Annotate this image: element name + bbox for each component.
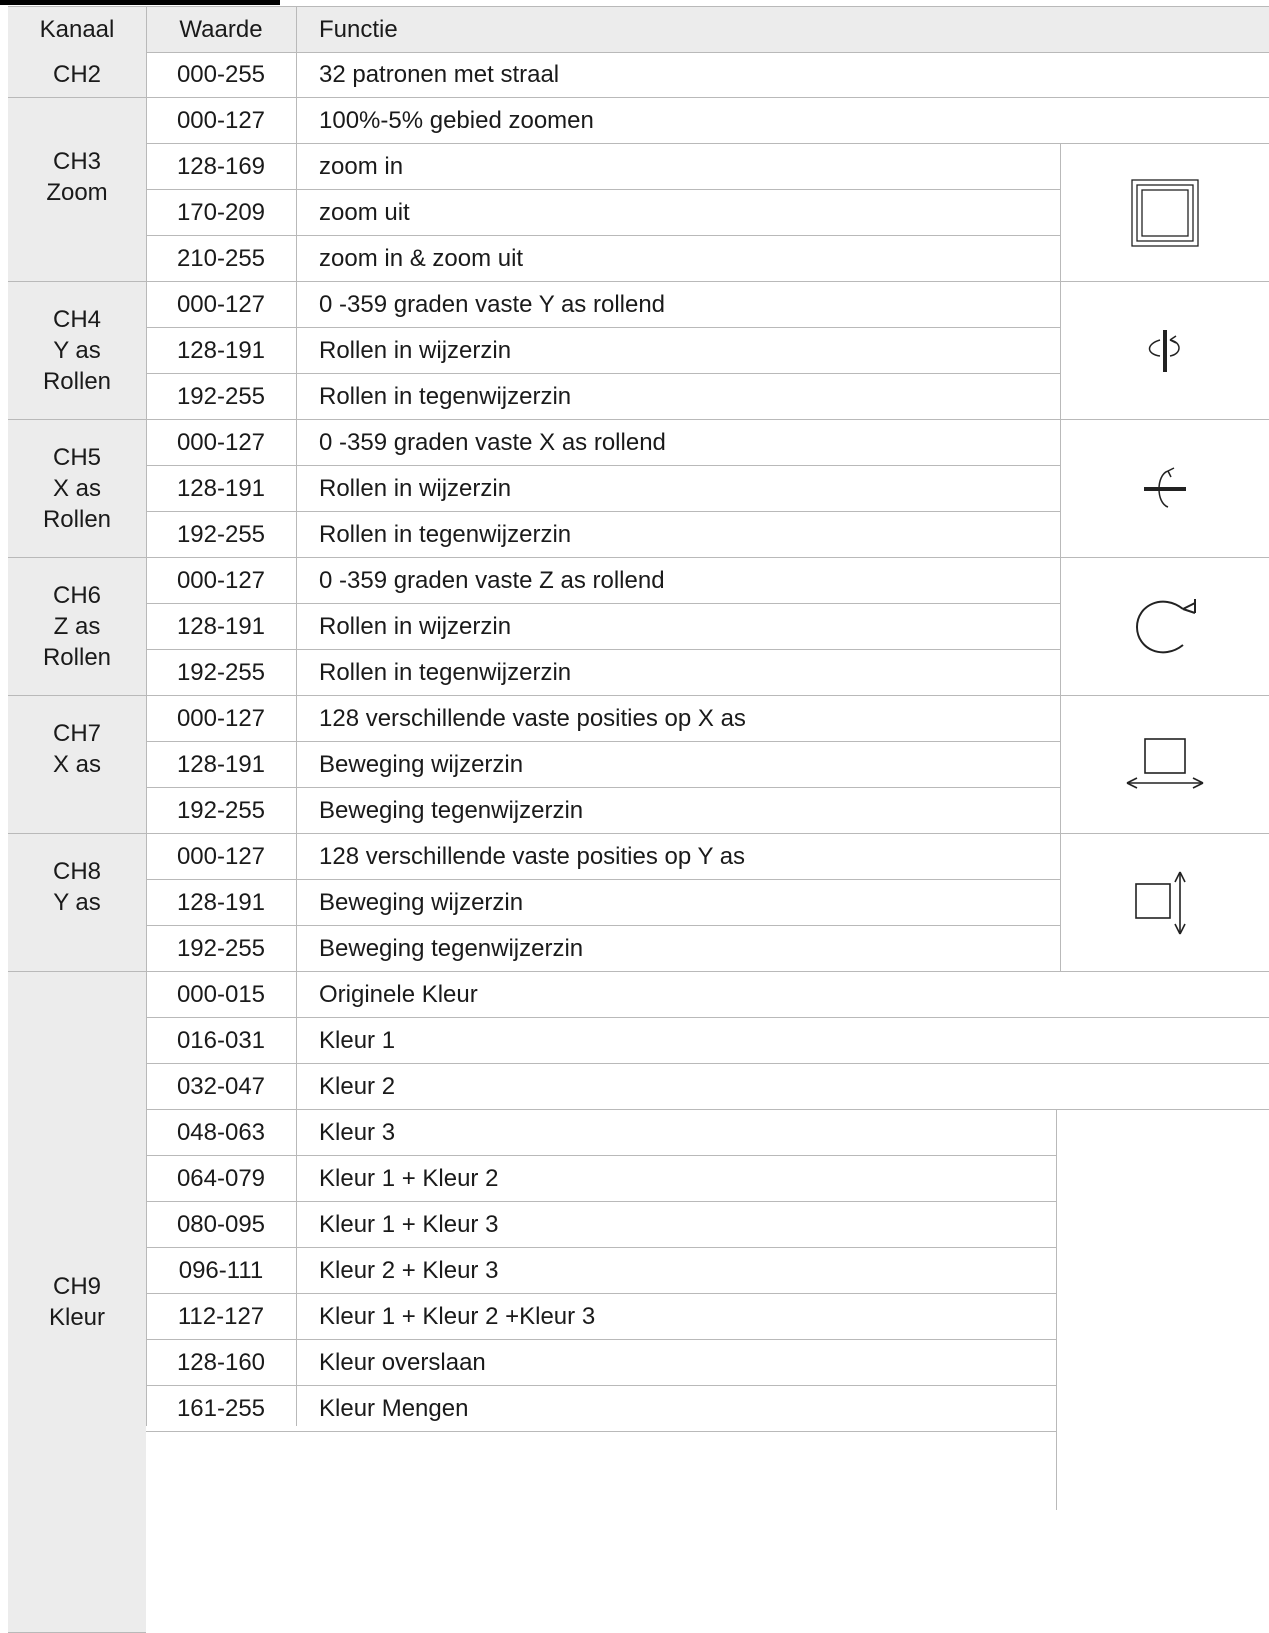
value-range: 000-127	[176, 428, 266, 456]
header-kanaal: Kanaal	[39, 15, 115, 43]
function-text: Rollen in tegenwijzerzin	[319, 520, 572, 548]
channel-label-cell	[8, 98, 146, 282]
value-range: 000-015	[176, 980, 266, 1008]
value-range: 192-255	[176, 520, 266, 548]
function-text: Kleur 3	[319, 1118, 396, 1146]
function-text: Kleur overslaan	[319, 1348, 486, 1376]
channel-label: CH4 Y as Rollen	[42, 306, 112, 395]
value-range: 096-111	[178, 1256, 264, 1284]
table-row	[146, 1110, 1056, 1156]
channel-label-cell	[8, 52, 146, 98]
function-text: Originele Kleur	[319, 980, 478, 1008]
function-text: zoom in	[319, 152, 404, 180]
icon-cell	[1060, 834, 1269, 972]
value-range: 170-209	[176, 198, 266, 226]
function-text: Beweging tegenwijzerzin	[319, 934, 584, 962]
table-row	[146, 1386, 1056, 1432]
channel-label: CH5 X as Rollen	[42, 444, 112, 533]
function-text: 100%-5% gebied zoomen	[319, 106, 594, 134]
channel-label: CH7 X as	[52, 720, 102, 778]
table-row	[146, 1018, 1269, 1064]
function-text: 128 verschillende vaste posities op Y as	[319, 842, 746, 870]
channel-label-cell	[8, 972, 146, 1633]
table-row	[146, 972, 1269, 1018]
value-range: 000-255	[176, 60, 266, 88]
value-range: 000-127	[176, 566, 266, 594]
value-range: 064-079	[176, 1164, 266, 1192]
function-text: Kleur Mengen	[319, 1394, 469, 1422]
channel-label-cell	[8, 420, 146, 558]
value-range: 192-255	[176, 934, 266, 962]
value-range: 000-127	[176, 290, 266, 318]
icon-cell	[1060, 696, 1269, 834]
channel-label: CH2	[52, 61, 101, 88]
value-range: 192-255	[176, 658, 266, 686]
function-text: Beweging tegenwijzerzin	[319, 796, 584, 824]
value-range: 128-191	[176, 750, 266, 778]
function-text: Kleur 1 + Kleur 2	[319, 1164, 499, 1192]
function-text: Beweging wijzerzin	[319, 750, 524, 778]
icon-cell	[1060, 282, 1269, 420]
function-text: zoom uit	[319, 198, 410, 226]
column-divider	[146, 6, 147, 1426]
value-range: 210-255	[176, 244, 266, 272]
value-range: 192-255	[176, 796, 266, 824]
function-text: Kleur 2	[319, 1072, 396, 1100]
function-text: Kleur 1	[319, 1026, 396, 1054]
icon-cell	[1060, 144, 1269, 282]
value-range: 192-255	[176, 382, 266, 410]
top-black-bar	[0, 0, 280, 5]
function-text: Rollen in wijzerzin	[319, 336, 512, 364]
zoom-square-icon	[1129, 177, 1201, 249]
table-row	[146, 1156, 1056, 1202]
icon-cell	[1060, 558, 1269, 696]
channel-label-cell	[8, 282, 146, 420]
function-text: Rollen in tegenwijzerzin	[319, 658, 572, 686]
function-text: 0 -359 graden vaste X as rollend	[319, 428, 666, 456]
table-row	[146, 1340, 1056, 1386]
value-range: 161-255	[176, 1394, 266, 1422]
value-range: 000-127	[176, 842, 266, 870]
column-divider	[296, 6, 297, 1426]
y-axis-roll-icon	[1140, 326, 1190, 376]
channel-label: CH6 Z as Rollen	[42, 582, 112, 671]
header-functie: Functie	[319, 15, 398, 43]
function-text: 0 -359 graden vaste Z as rollend	[319, 566, 665, 594]
function-text: Kleur 1 + Kleur 2 +Kleur 3	[319, 1302, 596, 1330]
function-text: 0 -359 graden vaste Y as rollend	[319, 290, 666, 318]
value-range: 128-191	[176, 336, 266, 364]
z-axis-roll-icon	[1129, 591, 1201, 663]
channel-label-cell	[8, 834, 146, 972]
value-range: 000-127	[176, 106, 266, 134]
function-text: 128 verschillende vaste posities op X as	[319, 704, 746, 732]
function-text: Beweging wijzerzin	[319, 888, 524, 916]
icon-cell	[1060, 420, 1269, 558]
empty-cell	[1056, 1110, 1269, 1510]
channel-label-cell	[8, 696, 146, 834]
channel-label-cell	[8, 558, 146, 696]
function-text: 32 patronen met straal	[319, 60, 560, 88]
table-row	[146, 1202, 1056, 1248]
table-header-row	[8, 6, 1269, 53]
table-row	[146, 1064, 1269, 1110]
channel-label: CH3 Zoom	[46, 148, 108, 206]
header-waarde: Waarde	[179, 15, 263, 43]
x-axis-roll-icon	[1140, 461, 1190, 517]
table-row	[146, 1294, 1056, 1340]
table-row	[146, 52, 1269, 98]
channel-label: CH9 Kleur	[48, 1273, 106, 1331]
value-range: 000-127	[176, 704, 266, 732]
function-text: Rollen in wijzerzin	[319, 474, 512, 502]
function-text: Kleur 1 + Kleur 3	[319, 1210, 499, 1238]
function-text: zoom in & zoom uit	[319, 244, 524, 272]
value-range: 048-063	[176, 1118, 266, 1146]
table-row	[146, 1248, 1056, 1294]
value-range: 128-160	[176, 1348, 266, 1376]
value-range: 016-031	[176, 1026, 266, 1054]
value-range: 080-095	[176, 1210, 266, 1238]
value-range: 128-191	[176, 612, 266, 640]
value-range: 112-127	[177, 1302, 265, 1330]
function-text: Kleur 2 + Kleur 3	[319, 1256, 499, 1284]
y-axis-move-icon	[1130, 868, 1200, 938]
x-axis-move-icon	[1123, 735, 1207, 795]
value-range: 128-169	[176, 152, 266, 180]
function-text: Rollen in tegenwijzerzin	[319, 382, 572, 410]
value-range: 128-191	[176, 888, 266, 916]
value-range: 032-047	[176, 1072, 266, 1100]
value-range: 128-191	[176, 474, 266, 502]
channel-label: CH8 Y as	[52, 858, 101, 916]
function-text: Rollen in wijzerzin	[319, 612, 512, 640]
table-row	[146, 98, 1269, 144]
